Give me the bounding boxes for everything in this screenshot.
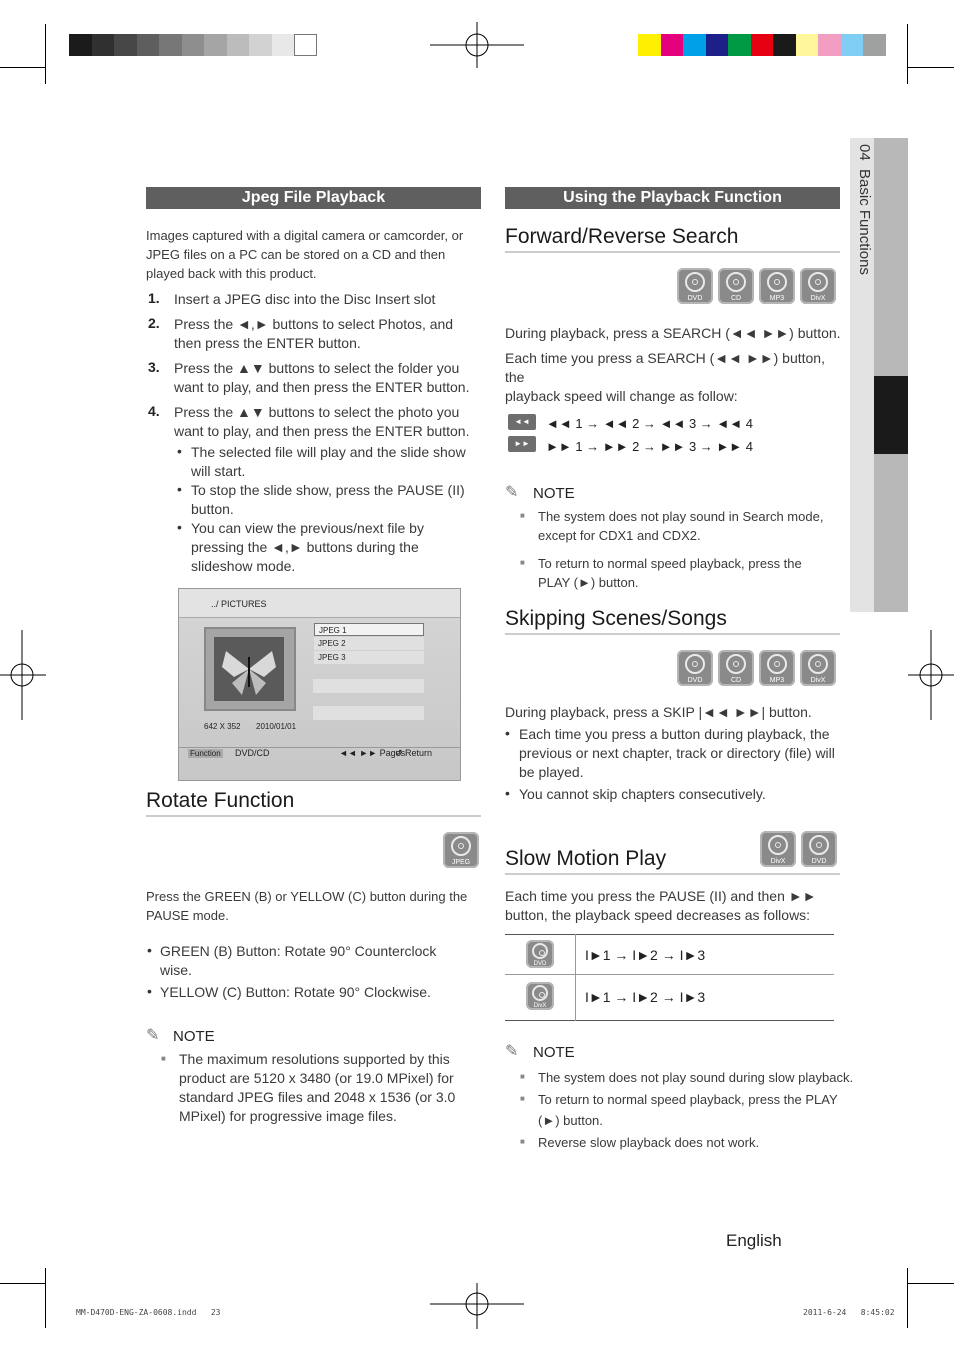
slow-sequence: I►1 → I►2 → I►3 xyxy=(585,989,706,1005)
step-text: Insert a JPEG disc into the Disc Insert slot xyxy=(174,291,436,307)
crop-mark xyxy=(907,67,954,68)
step-number: 2. xyxy=(148,315,160,331)
dvd-disc-icon xyxy=(801,831,837,867)
search-text-1: During playback, press a SEARCH (◄◄ ►►) button. xyxy=(505,325,841,341)
pages-hint: ◄◄ ►► Pages xyxy=(339,748,406,758)
file-list-item[interactable]: JPEG 1 xyxy=(314,623,424,636)
return-hint[interactable]: ↺ Return xyxy=(395,748,433,758)
note-text: Reverse slow playback does not work. xyxy=(538,1135,760,1150)
divx-disc-icon xyxy=(800,650,836,686)
bullet-dot: • xyxy=(147,983,152,999)
rewind-icon: ◄◄ xyxy=(508,414,536,430)
image-date: 2010/01/01 xyxy=(256,722,297,731)
step-text: want to play, and then press the ENTER button. xyxy=(174,379,470,395)
divx-disc-icon xyxy=(800,268,836,304)
step-text: Press the ▲▼ buttons to select the folder you xyxy=(174,360,460,376)
note-text: The system does not play sound during slow playback. xyxy=(538,1070,854,1085)
forward-reverse-title: Forward/Reverse Search xyxy=(505,225,739,248)
note-text: The maximum resolutions supported by this xyxy=(179,1051,450,1067)
forward-reverse-rule xyxy=(505,251,840,253)
rotate-bullet-text: wise. xyxy=(160,962,192,978)
color-swatch xyxy=(638,34,661,56)
crop-mark xyxy=(45,24,46,84)
gray-swatch xyxy=(69,34,92,56)
forward-icon: ►► xyxy=(508,436,536,452)
crop-mark xyxy=(0,67,46,68)
step-number: 4. xyxy=(148,403,160,419)
disc-label: DVD xyxy=(687,677,703,684)
slow-motion-rule xyxy=(505,873,840,875)
bullet-text: To stop the slide show, press the PAUSE (II) xyxy=(191,482,465,498)
slow-table-bottom xyxy=(505,1020,834,1021)
language-label: English xyxy=(726,1231,782,1250)
source-label: DVD/CD xyxy=(235,748,270,758)
function-button[interactable]: Function xyxy=(190,749,221,758)
gray-swatch xyxy=(159,34,182,56)
step-text: then press the ENTER button. xyxy=(174,335,361,351)
note-text: To return to normal speed playback, press the xyxy=(538,556,802,571)
search-text-line: Each time you press a SEARCH (◄◄ ►►) button, the xyxy=(505,350,825,385)
registration-mark-bottom xyxy=(430,1283,524,1329)
file-list-empty-row xyxy=(313,706,424,720)
rewind-sequence: ◄◄ 1 → ◄◄ 2 → ◄◄ 3 → ◄◄ 4 xyxy=(546,416,753,431)
gray-swatch xyxy=(249,34,272,56)
bullet-dot: • xyxy=(505,785,510,801)
bullet-text: will start. xyxy=(191,463,246,479)
gray-swatch xyxy=(227,34,250,56)
mp3-disc-icon xyxy=(759,650,795,686)
slow-table-mid xyxy=(505,974,834,975)
skip-bullet-text: be played. xyxy=(519,764,584,780)
skipping-title: Skipping Scenes/Songs xyxy=(505,607,727,630)
slow-text-line: button, the playback speed decreases as follows: xyxy=(505,907,811,923)
note-text: MPixel) for progressive image files. xyxy=(179,1108,397,1124)
rotate-text-line: PAUSE mode. xyxy=(146,908,229,923)
intro-line: Images captured with a digital camera or camcorder, or xyxy=(146,228,464,243)
disc-label: DVD xyxy=(687,295,703,302)
dvd-disc-icon xyxy=(526,940,554,968)
skip-bullet-text: You cannot skip chapters consecutively. xyxy=(519,786,766,802)
gray-swatch xyxy=(182,34,205,56)
registration-mark-top xyxy=(430,22,524,68)
disc-label: DVD xyxy=(533,961,547,967)
crop-mark xyxy=(907,1268,908,1328)
rotate-bullet-text: YELLOW (C) Button: Rotate 90° Clockwise. xyxy=(160,984,431,1000)
note-pencil-icon: ✎ xyxy=(505,484,519,501)
note-square-icon: ■ xyxy=(161,1054,166,1063)
dvd-disc-icon xyxy=(677,650,713,686)
skip-bullet-text: Each time you press a button during playback, the xyxy=(519,726,830,742)
note-pencil-icon: ✎ xyxy=(505,1043,519,1060)
color-swatch xyxy=(773,34,796,56)
step-text: want to play, and then press the ENTER button. xyxy=(174,423,470,439)
disc-label: DivX xyxy=(810,295,826,302)
crop-mark xyxy=(907,1283,954,1284)
disc-label: CD xyxy=(730,295,742,302)
note-text: except for CDX1 and CDX2. xyxy=(538,528,701,543)
image-resolution: 642 X 352 xyxy=(204,722,241,731)
skip-text: During playback, press a SKIP |◄◄ ►►| button. xyxy=(505,704,812,720)
note-square-icon: ■ xyxy=(520,1072,525,1081)
screen-path: ../ PICTURES xyxy=(211,599,267,609)
crop-mark xyxy=(907,24,908,84)
note-text: product are 5120 x 3480 (or 19.0 MPixel) for xyxy=(179,1070,454,1086)
file-list-empty-row xyxy=(313,679,424,693)
color-swatch xyxy=(706,34,729,56)
disc-label: MP3 xyxy=(769,677,785,684)
side-tab-label xyxy=(851,144,873,344)
forward-sequence: ►► 1 → ►► 2 → ►► 3 → ►► 4 xyxy=(546,439,753,454)
file-slug: MM-D470D-ENG-ZA-0608.indd 23 xyxy=(76,1308,221,1317)
bullet-dot: • xyxy=(147,942,152,958)
slow-table-top xyxy=(505,934,834,935)
bullet-dot: • xyxy=(177,443,182,459)
note-square-icon: ■ xyxy=(520,1137,525,1146)
color-swatch xyxy=(796,34,819,56)
note-label: NOTE xyxy=(173,1028,215,1045)
gray-swatch xyxy=(114,34,137,56)
disc-label: DVD xyxy=(811,858,827,865)
rotate-text-line: Press the GREEN (B) or YELLOW (C) button during the xyxy=(146,889,468,904)
gray-swatch xyxy=(294,34,317,56)
jpeg-browser-screen xyxy=(178,588,461,781)
disc-label: DivX xyxy=(770,858,786,865)
slow-motion-title: Slow Motion Play xyxy=(505,847,667,870)
color-swatch xyxy=(661,34,684,56)
rotate-title: Rotate Function xyxy=(146,789,295,812)
disc-label: CD xyxy=(730,677,742,684)
rotate-title-rule xyxy=(146,815,481,817)
bullet-dot: • xyxy=(177,481,182,497)
bullet-text: button. xyxy=(191,501,234,517)
jpeg-disc-icon: JPEG xyxy=(443,832,479,868)
note-label: NOTE xyxy=(533,1044,575,1061)
side-tab-dark-strip xyxy=(874,138,908,612)
slow-sequence: I►1 → I►2 → I►3 xyxy=(585,947,706,963)
crop-mark xyxy=(0,1283,46,1284)
chapter-title: Basic Functions xyxy=(856,169,873,275)
jpeg-section-header: Jpeg File Playback xyxy=(146,187,481,209)
slow-text-line: Each time you press the PAUSE (II) and then ►► xyxy=(505,888,817,904)
disc-label: DivX xyxy=(533,1003,547,1009)
step-number: 1. xyxy=(148,290,160,306)
divx-disc-icon xyxy=(760,831,796,867)
color-swatch xyxy=(863,34,886,56)
file-list-item[interactable]: JPEG 2 xyxy=(314,637,424,650)
color-swatch xyxy=(683,34,706,56)
note-text: (►) button. xyxy=(538,1113,603,1128)
step-text: Press the ▲▼ buttons to select the photo you xyxy=(174,404,460,420)
file-list-item[interactable]: JPEG 3 xyxy=(314,651,424,664)
crop-mark xyxy=(45,1268,46,1328)
jpeg-intro xyxy=(146,226,486,283)
gray-swatch xyxy=(92,34,115,56)
thumbnail-frame xyxy=(204,627,296,711)
bullet-dot: • xyxy=(505,725,510,741)
color-swatch xyxy=(728,34,751,56)
skip-bullet-text: previous or next chapter, track or directory (file) will xyxy=(519,745,835,761)
step-text: Press the ◄,► buttons to select Photos, and xyxy=(174,316,454,332)
note-text: PLAY (►) button. xyxy=(538,575,639,590)
disc-label: DivX xyxy=(810,677,826,684)
intro-line: played back with this product. xyxy=(146,266,317,281)
bullet-text: slideshow mode. xyxy=(191,558,296,574)
note-square-icon: ■ xyxy=(520,558,525,567)
registration-mark-left xyxy=(0,630,46,720)
note-text: standard JPEG files and 2048 x 1536 (or 3.0 xyxy=(179,1089,456,1105)
note-text: To return to normal speed playback, press the PLAY xyxy=(538,1092,838,1107)
note-label: NOTE xyxy=(533,485,575,502)
note-pencil-icon: ✎ xyxy=(146,1027,160,1044)
print-timestamp: 2011-6-24 8:45:02 xyxy=(803,1308,895,1317)
skipping-rule xyxy=(505,633,840,635)
rotate-text xyxy=(146,887,486,925)
search-text-line: playback speed will change as follow: xyxy=(505,388,738,404)
gray-swatch xyxy=(137,34,160,56)
bullet-dot: • xyxy=(177,519,182,535)
note-square-icon: ■ xyxy=(520,1094,525,1103)
cd-disc-icon xyxy=(718,650,754,686)
bullet-text: You can view the previous/next file by xyxy=(191,520,424,536)
bullet-text: The selected file will play and the slide show xyxy=(191,444,466,460)
divx-disc-icon xyxy=(526,982,554,1010)
registration-mark-right xyxy=(908,630,954,720)
note-square-icon: ■ xyxy=(520,511,525,520)
playback-section-header: Using the Playback Function xyxy=(505,187,840,209)
step-number: 3. xyxy=(148,359,160,375)
color-swatch xyxy=(751,34,774,56)
bullet-text: pressing the ◄,► buttons during the xyxy=(191,539,419,555)
mp3-disc-icon xyxy=(759,268,795,304)
rotate-bullet-text: GREEN (B) Button: Rotate 90° Counterclock xyxy=(160,943,437,959)
color-swatch xyxy=(841,34,864,56)
butterfly-image xyxy=(214,637,284,701)
intro-line: JPEG files on a PC can be stored on a CD and then xyxy=(146,247,446,262)
slow-table-divider xyxy=(575,934,576,1021)
butterfly-thumbnail xyxy=(214,637,284,701)
cd-disc-icon xyxy=(718,268,754,304)
slow-text xyxy=(505,887,845,925)
side-tab-chapter-marker xyxy=(874,376,908,454)
chapter-number: 04 xyxy=(856,144,873,161)
search-text-2 xyxy=(505,349,845,406)
gray-swatch xyxy=(204,34,227,56)
disc-label: MP3 xyxy=(769,295,785,302)
note-text: The system does not play sound in Search mode, xyxy=(538,509,824,524)
gray-swatch xyxy=(272,34,295,56)
color-swatch xyxy=(818,34,841,56)
dvd-disc-icon xyxy=(677,268,713,304)
